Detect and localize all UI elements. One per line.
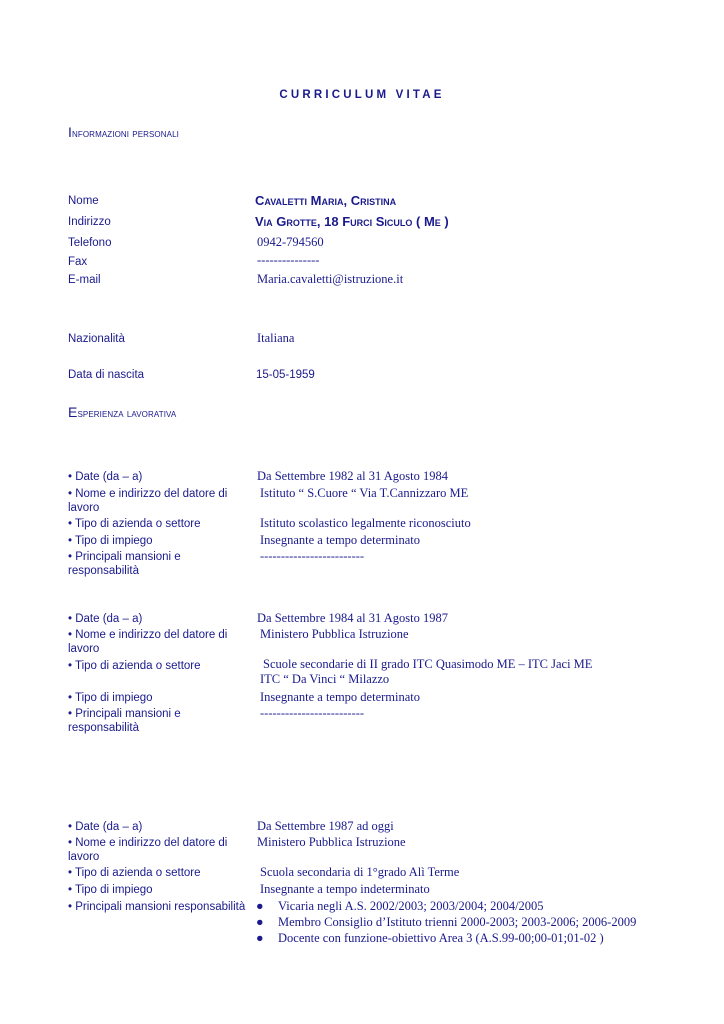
job1-jobtype-label: • Tipo di impiego [68, 535, 153, 547]
section-experience: Esperienza lavorativa [68, 404, 177, 420]
duty-text: Docente con funzione-obiettivo Area 3 (A.S.99-00;00-01;01-02 ) [278, 931, 604, 945]
job2-employer-label: • Nome e indirizzo del datore di lavoro [68, 629, 228, 655]
job3-sector-label: • Tipo di azienda o settore [68, 867, 201, 879]
nationality-value: Italiana [257, 331, 295, 345]
bullet-icon: ● [256, 915, 264, 929]
job2-duties-value: ------------------------- [260, 706, 365, 720]
address-label: Indirizzo [68, 216, 111, 228]
bullet-icon: ● [256, 931, 264, 945]
job2-sector-label: • Tipo di azienda o settore [68, 660, 201, 672]
job1-date-value: Da Settembre 1982 al 31 Agosto 1984 [257, 469, 448, 483]
job1-duties-value: ------------------------- [260, 549, 365, 563]
document-title: CURRICULUM VITAE [279, 89, 445, 101]
job1-jobtype-value: Insegnante a tempo determinato [260, 533, 421, 547]
duty-text: Membro Consiglio d’Istituto trienni 2000-2003; 2003-2006; 2006-2009 [278, 915, 637, 929]
job2-sector-value-line1: Scuole secondarie di II grado ITC Quasimodo ME – ITC Jaci ME [263, 657, 593, 671]
job3-duties-list [256, 899, 636, 946]
birth-value: 15-05-1959 [256, 369, 315, 381]
job2-jobtype-value: Insegnante a tempo determinato [260, 690, 421, 704]
email-label: E-mail [68, 274, 101, 286]
job2-sector-value-line2: ITC “ Da Vinci “ Milazzo [260, 672, 390, 686]
job1-employer-label: • Nome e indirizzo del datore di lavoro [68, 488, 228, 514]
bullet-icon: ● [256, 899, 264, 913]
fax-label: Fax [68, 256, 88, 268]
email-value: Maria.cavaletti@istruzione.it [257, 272, 404, 286]
job3-sector-value: Scuola secondaria di 1°grado Alì Terme [260, 865, 460, 879]
duty-text: Vicaria negli A.S. 2002/2003; 2003/2004; 2004/2005 [278, 899, 544, 913]
phone-label: Telefono [68, 237, 112, 249]
job3-jobtype-label: • Tipo di impiego [68, 884, 153, 896]
section-personal-info: Informazioni personali [68, 124, 179, 140]
nationality-label: Nazionalità [68, 333, 125, 345]
job3-date-label: • Date (da – a) [68, 821, 143, 833]
name-label: Nome [68, 195, 99, 207]
job2-duties-label: • Principali mansioni e responsabilità [68, 708, 181, 734]
job1-duties-label: • Principali mansioni e responsabilità [68, 551, 181, 577]
job1-employer-value: Istituto “ S.Cuore “ Via T.Cannizzaro ME [260, 486, 469, 500]
list-item [256, 899, 636, 914]
birth-label: Data di nascita [68, 369, 145, 381]
job3-employer-value: Ministero Pubblica Istruzione [257, 835, 406, 849]
job1-sector-label: • Tipo di azienda o settore [68, 518, 201, 530]
job2-jobtype-label: • Tipo di impiego [68, 692, 153, 704]
name-value: Cavaletti Maria, Cristina [255, 193, 397, 208]
list-item [256, 915, 636, 930]
job3-employer-label: • Nome e indirizzo del datore di lavoro [68, 837, 228, 863]
job1-date-label: • Date (da – a) [68, 471, 143, 483]
phone-value: 0942-794560 [257, 235, 324, 249]
job1-sector-value: Istituto scolastico legalmente riconosciuto [260, 516, 471, 530]
job2-date-label: • Date (da – a) [68, 613, 143, 625]
fax-value: --------------- [257, 253, 320, 267]
job2-date-value: Da Settembre 1984 al 31 Agosto 1987 [257, 611, 448, 625]
address-value: Via Grotte, 18 Furci Siculo ( Me ) [255, 214, 449, 229]
job2-employer-value: Ministero Pubblica Istruzione [260, 627, 409, 641]
job3-date-value: Da Settembre 1987 ad oggi [257, 819, 394, 833]
job3-jobtype-value: Insegnante a tempo indeterminato [260, 882, 430, 896]
job3-duties-label: • Principali mansioni responsabilità [68, 901, 246, 913]
list-item [256, 931, 636, 946]
